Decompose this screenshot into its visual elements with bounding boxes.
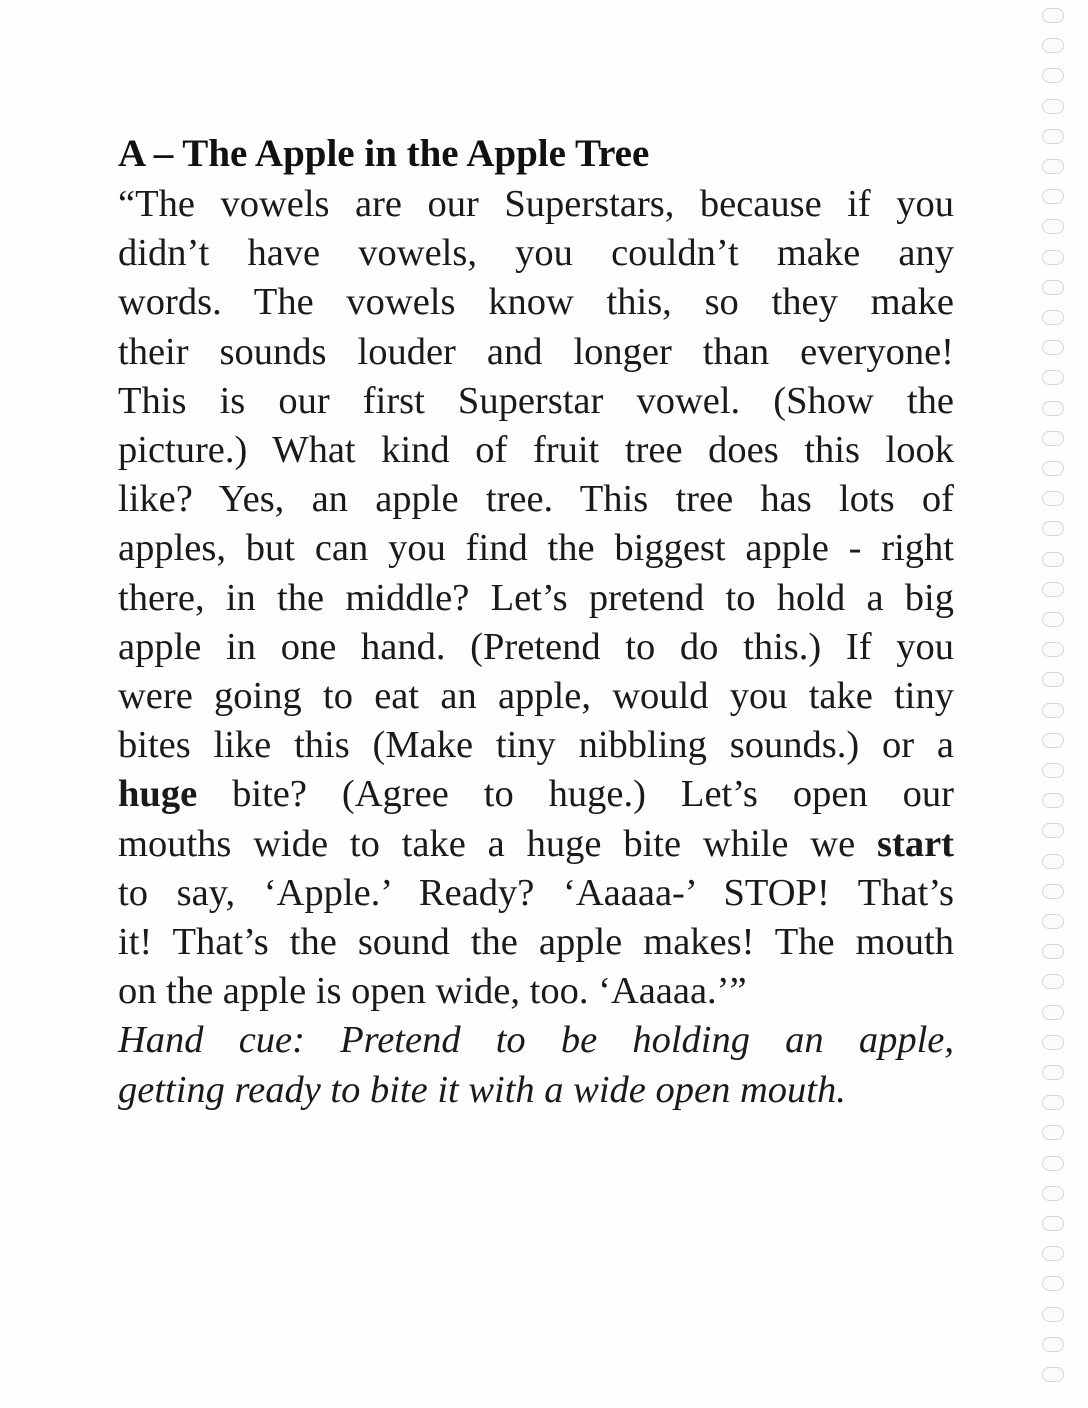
paragraph-line: were going to eat an apple, would you take tiny bbox=[118, 675, 954, 718]
binding-hole bbox=[1042, 8, 1064, 23]
paragraph-line: didn’t have vowels, you couldn’t make any bbox=[118, 232, 954, 275]
binding-hole bbox=[1042, 582, 1064, 597]
hand-cue-line: getting ready to bite it with a wide open mouth. bbox=[118, 1068, 846, 1111]
paragraph-fragment: mouths wide to take a huge bite while we bbox=[118, 822, 878, 865]
binding-hole bbox=[1042, 401, 1064, 416]
binding-hole bbox=[1042, 250, 1064, 265]
binding-hole bbox=[1042, 944, 1064, 959]
paragraph-fragment: bite? (Agree to huge.) Let’s open our bbox=[197, 773, 954, 816]
binding-hole bbox=[1042, 1035, 1064, 1050]
page-content bbox=[118, 128, 954, 1115]
paragraph-line: bites like this (Make tiny nibbling sounds.) or a bbox=[118, 724, 954, 767]
binding-hole bbox=[1042, 1246, 1064, 1261]
paragraph-line: like? Yes, an apple tree. This tree has lots of bbox=[118, 478, 954, 521]
binding-hole bbox=[1042, 552, 1064, 567]
emphasis-start: start bbox=[877, 822, 954, 865]
binding-hole bbox=[1042, 491, 1064, 506]
binding-hole bbox=[1042, 612, 1064, 627]
binding-hole bbox=[1042, 219, 1064, 234]
binding-hole bbox=[1042, 1156, 1064, 1171]
paragraph-line: apples, but can you find the biggest apple - right bbox=[118, 527, 954, 570]
paragraph-line: “The vowels are our Superstars, because if you bbox=[118, 183, 954, 225]
binding-hole bbox=[1042, 280, 1064, 295]
binding-hole bbox=[1042, 461, 1064, 476]
hand-cue bbox=[118, 1016, 954, 1114]
binding-hole bbox=[1042, 823, 1064, 838]
binding-hole bbox=[1042, 1307, 1064, 1322]
binding-hole bbox=[1042, 340, 1064, 355]
binding-hole bbox=[1042, 1276, 1064, 1291]
binding-hole bbox=[1042, 884, 1064, 899]
binding-hole bbox=[1042, 733, 1064, 748]
binding-hole bbox=[1042, 1186, 1064, 1201]
paragraph-line: it! That’s the sound the apple makes! The mouth bbox=[118, 921, 954, 964]
binding-hole bbox=[1042, 914, 1064, 929]
paragraph-line-huge bbox=[118, 770, 954, 819]
binding-hole bbox=[1042, 1367, 1064, 1382]
paragraph-line: picture.) What kind of fruit tree does this look bbox=[118, 429, 954, 472]
paragraph-line: words. The vowels know this, so they make bbox=[118, 281, 954, 324]
binding-hole bbox=[1042, 159, 1064, 174]
paragraph-line: their sounds louder and longer than everyone! bbox=[118, 330, 954, 373]
binding-hole bbox=[1042, 189, 1064, 204]
binding-hole bbox=[1042, 68, 1064, 83]
binding-hole bbox=[1042, 1125, 1064, 1140]
paragraph-line: to say, ‘Apple.’ Ready? ‘Aaaaa-’ STOP! That’s bbox=[118, 871, 954, 914]
binding-hole bbox=[1042, 310, 1064, 325]
binding-hole bbox=[1042, 974, 1064, 989]
paragraph-line-start bbox=[118, 820, 954, 869]
binding-hole bbox=[1042, 703, 1064, 718]
binding-hole bbox=[1042, 854, 1064, 869]
binding-hole bbox=[1042, 99, 1064, 114]
paragraph-line: apple in one hand. (Pretend to do this.) If you bbox=[118, 625, 954, 668]
spiral-binding-holes bbox=[1042, 8, 1068, 1400]
binding-hole bbox=[1042, 370, 1064, 385]
binding-hole bbox=[1042, 129, 1064, 144]
paragraph-line: This is our first Superstar vowel. (Show the bbox=[118, 379, 954, 422]
hand-cue-line: Hand cue: Pretend to be holding an apple, bbox=[118, 1019, 954, 1062]
binding-hole bbox=[1042, 1216, 1064, 1231]
binding-hole bbox=[1042, 642, 1064, 657]
binding-hole bbox=[1042, 793, 1064, 808]
emphasis-huge: huge bbox=[118, 773, 198, 816]
binding-hole bbox=[1042, 1065, 1064, 1080]
binding-hole bbox=[1042, 1005, 1064, 1020]
binding-hole bbox=[1042, 431, 1064, 446]
binding-hole bbox=[1042, 1095, 1064, 1110]
body-paragraph bbox=[118, 180, 954, 1016]
binding-hole bbox=[1042, 38, 1064, 53]
binding-hole bbox=[1042, 1337, 1064, 1352]
binding-hole bbox=[1042, 521, 1064, 536]
section-title: A – The Apple in the Apple Tree bbox=[118, 132, 650, 175]
paragraph-line: there, in the middle? Let’s pretend to hold a big bbox=[118, 576, 954, 619]
paragraph-line: on the apple is open wide, too. ‘Aaaaa.’” bbox=[118, 970, 747, 1013]
binding-hole bbox=[1042, 763, 1064, 778]
binding-hole bbox=[1042, 672, 1064, 687]
